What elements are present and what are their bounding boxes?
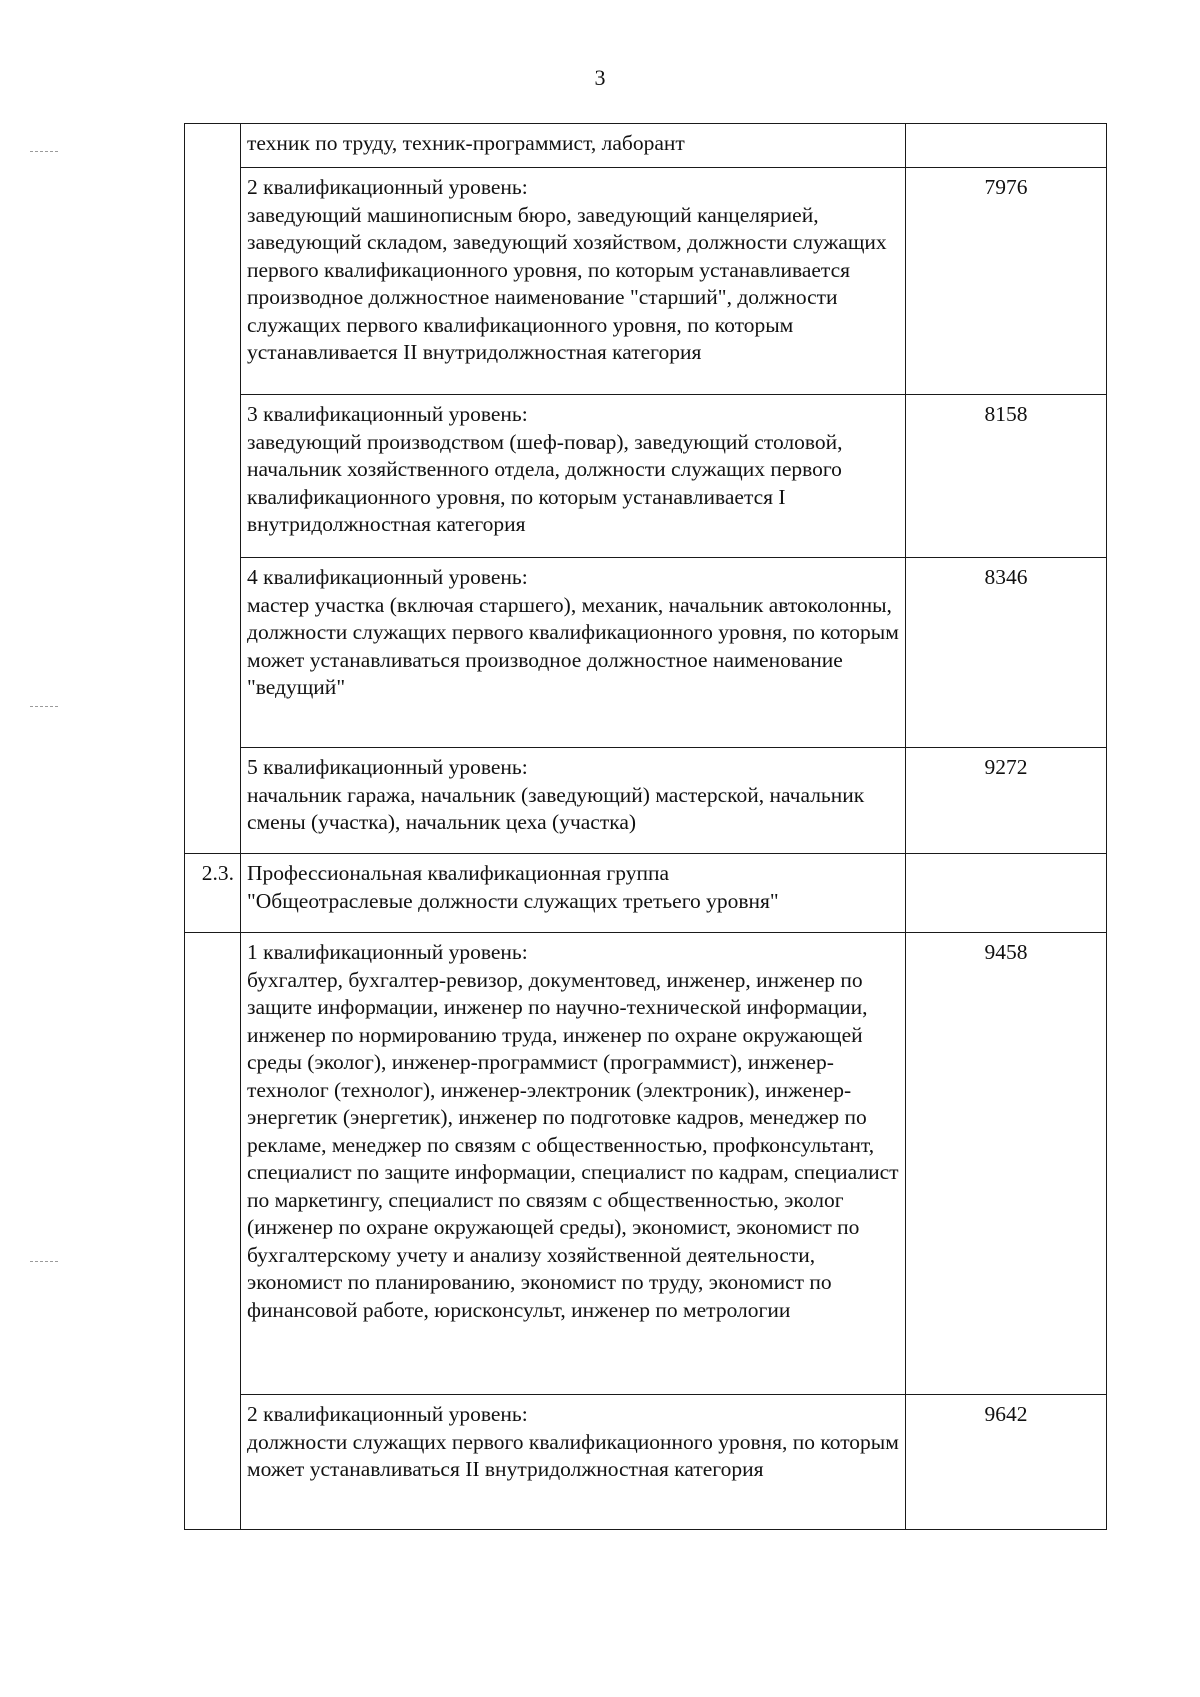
position-list: заведующий производством (шеф-повар), заведующий столовой, начальник хозяйственного отдела, должности служащих первого квалификационного уровня, по которым устанавливается I внутридолжностная категория <box>247 429 843 536</box>
position-cell <box>241 748 906 854</box>
group-header-cell <box>241 854 906 933</box>
row-number-cell: 2.3. <box>185 854 241 933</box>
scan-margin-mark <box>30 706 58 707</box>
position-cell <box>241 558 906 748</box>
qualification-level-title: 3 квалификационный уровень: <box>247 402 528 426</box>
row-number-cell <box>185 558 241 748</box>
qualification-level-title: 5 квалификационный уровень: <box>247 755 528 779</box>
qualification-level-title: 1 квалификационный уровень: <box>247 940 528 964</box>
table-row <box>185 395 1107 558</box>
position-list: заведующий машинописным бюро, заведующий канцелярией, заведующий складом, заведующий хозяйством, должности служащих первого квалификационного уровня, по которым устанавливается производное должностное наименование "старший", должности служащих первого квалификационного уровня, по которым устанавливается II внутридолжностная категория <box>247 202 887 364</box>
salary-cell: 9272 <box>906 748 1107 854</box>
row-number-cell <box>185 748 241 854</box>
row-number-cell <box>185 933 241 1395</box>
salary-cell: 8158 <box>906 395 1107 558</box>
professional-group-name: "Общеотраслевые должности служащих третьего уровня" <box>247 888 779 913</box>
row-number-cell <box>185 124 241 168</box>
salary-table <box>184 123 1107 1530</box>
row-number-cell <box>185 168 241 395</box>
salary-cell: 9458 <box>906 933 1107 1395</box>
position-cell <box>241 933 906 1395</box>
table-row <box>185 933 1107 1395</box>
position-cell <box>241 168 906 395</box>
table-row <box>185 124 1107 168</box>
qualification-level-title: 2 квалификационный уровень: <box>247 1402 528 1426</box>
salary-cell <box>906 854 1107 933</box>
position-list: начальник гаража, начальник (заведующий) мастерской, начальник смены (участка), начальник цеха (участка) <box>247 782 865 834</box>
salary-cell: 9642 <box>906 1395 1107 1530</box>
table-row <box>185 1395 1107 1530</box>
page-number: 3 <box>594 65 606 90</box>
position-list: техник по труду, техник-программист, лаборант <box>247 131 685 155</box>
position-list: должности служащих первого квалификационного уровня, по которым может устанавливаться II внутридолжностная категория <box>247 1429 899 1481</box>
scan-margin-mark <box>30 1261 58 1262</box>
table-row <box>185 168 1107 395</box>
table-row <box>185 558 1107 748</box>
salary-cell <box>906 124 1107 168</box>
position-cell <box>241 1395 906 1530</box>
row-number-cell <box>185 395 241 558</box>
position-list: мастер участка (включая старшего), механик, начальник автоколонны, должности служащих первого квалификационного уровня, по которым может устанавливаться производное должностное наименование "ведущий" <box>247 592 899 699</box>
table-row <box>185 854 1107 933</box>
position-cell <box>241 395 906 558</box>
table-row <box>185 748 1107 854</box>
scan-margin-mark <box>30 151 58 152</box>
salary-cell: 8346 <box>906 558 1107 748</box>
salary-cell: 7976 <box>906 168 1107 395</box>
qualification-level-title: 2 квалификационный уровень: <box>247 175 528 199</box>
position-list: бухгалтер, бухгалтер-ревизор, документовед, инженер, инженер по защите информации, инженер по научно-технической информации, инженер по нормированию труда, инженер по охране окружающей среды (эколог), инженер-программист (программист), инженер-технолог (технолог), инженер-электроник (электроник), инженер-энергетик (энергетик), инженер по подготовке кадров, менеджер по рекламе, менеджер по связям с общественностью, профконсультант, специалист по защите информации, специалист по кадрам, специалист по маркетингу, специалист по связям с общественностью, эколог (инженер по охране окружающей среды), экономист, экономист по бухгалтерскому учету и анализу хозяйственной деятельности, экономист по планированию, экономист по труду, экономист по финансовой работе, юрисконсульт, инженер по метрологии <box>247 967 899 1322</box>
row-number-cell <box>185 1395 241 1530</box>
position-cell <box>241 124 906 168</box>
professional-group-title: Профессиональная квалификационная группа <box>247 861 670 885</box>
qualification-level-title: 4 квалификационный уровень: <box>247 565 528 589</box>
